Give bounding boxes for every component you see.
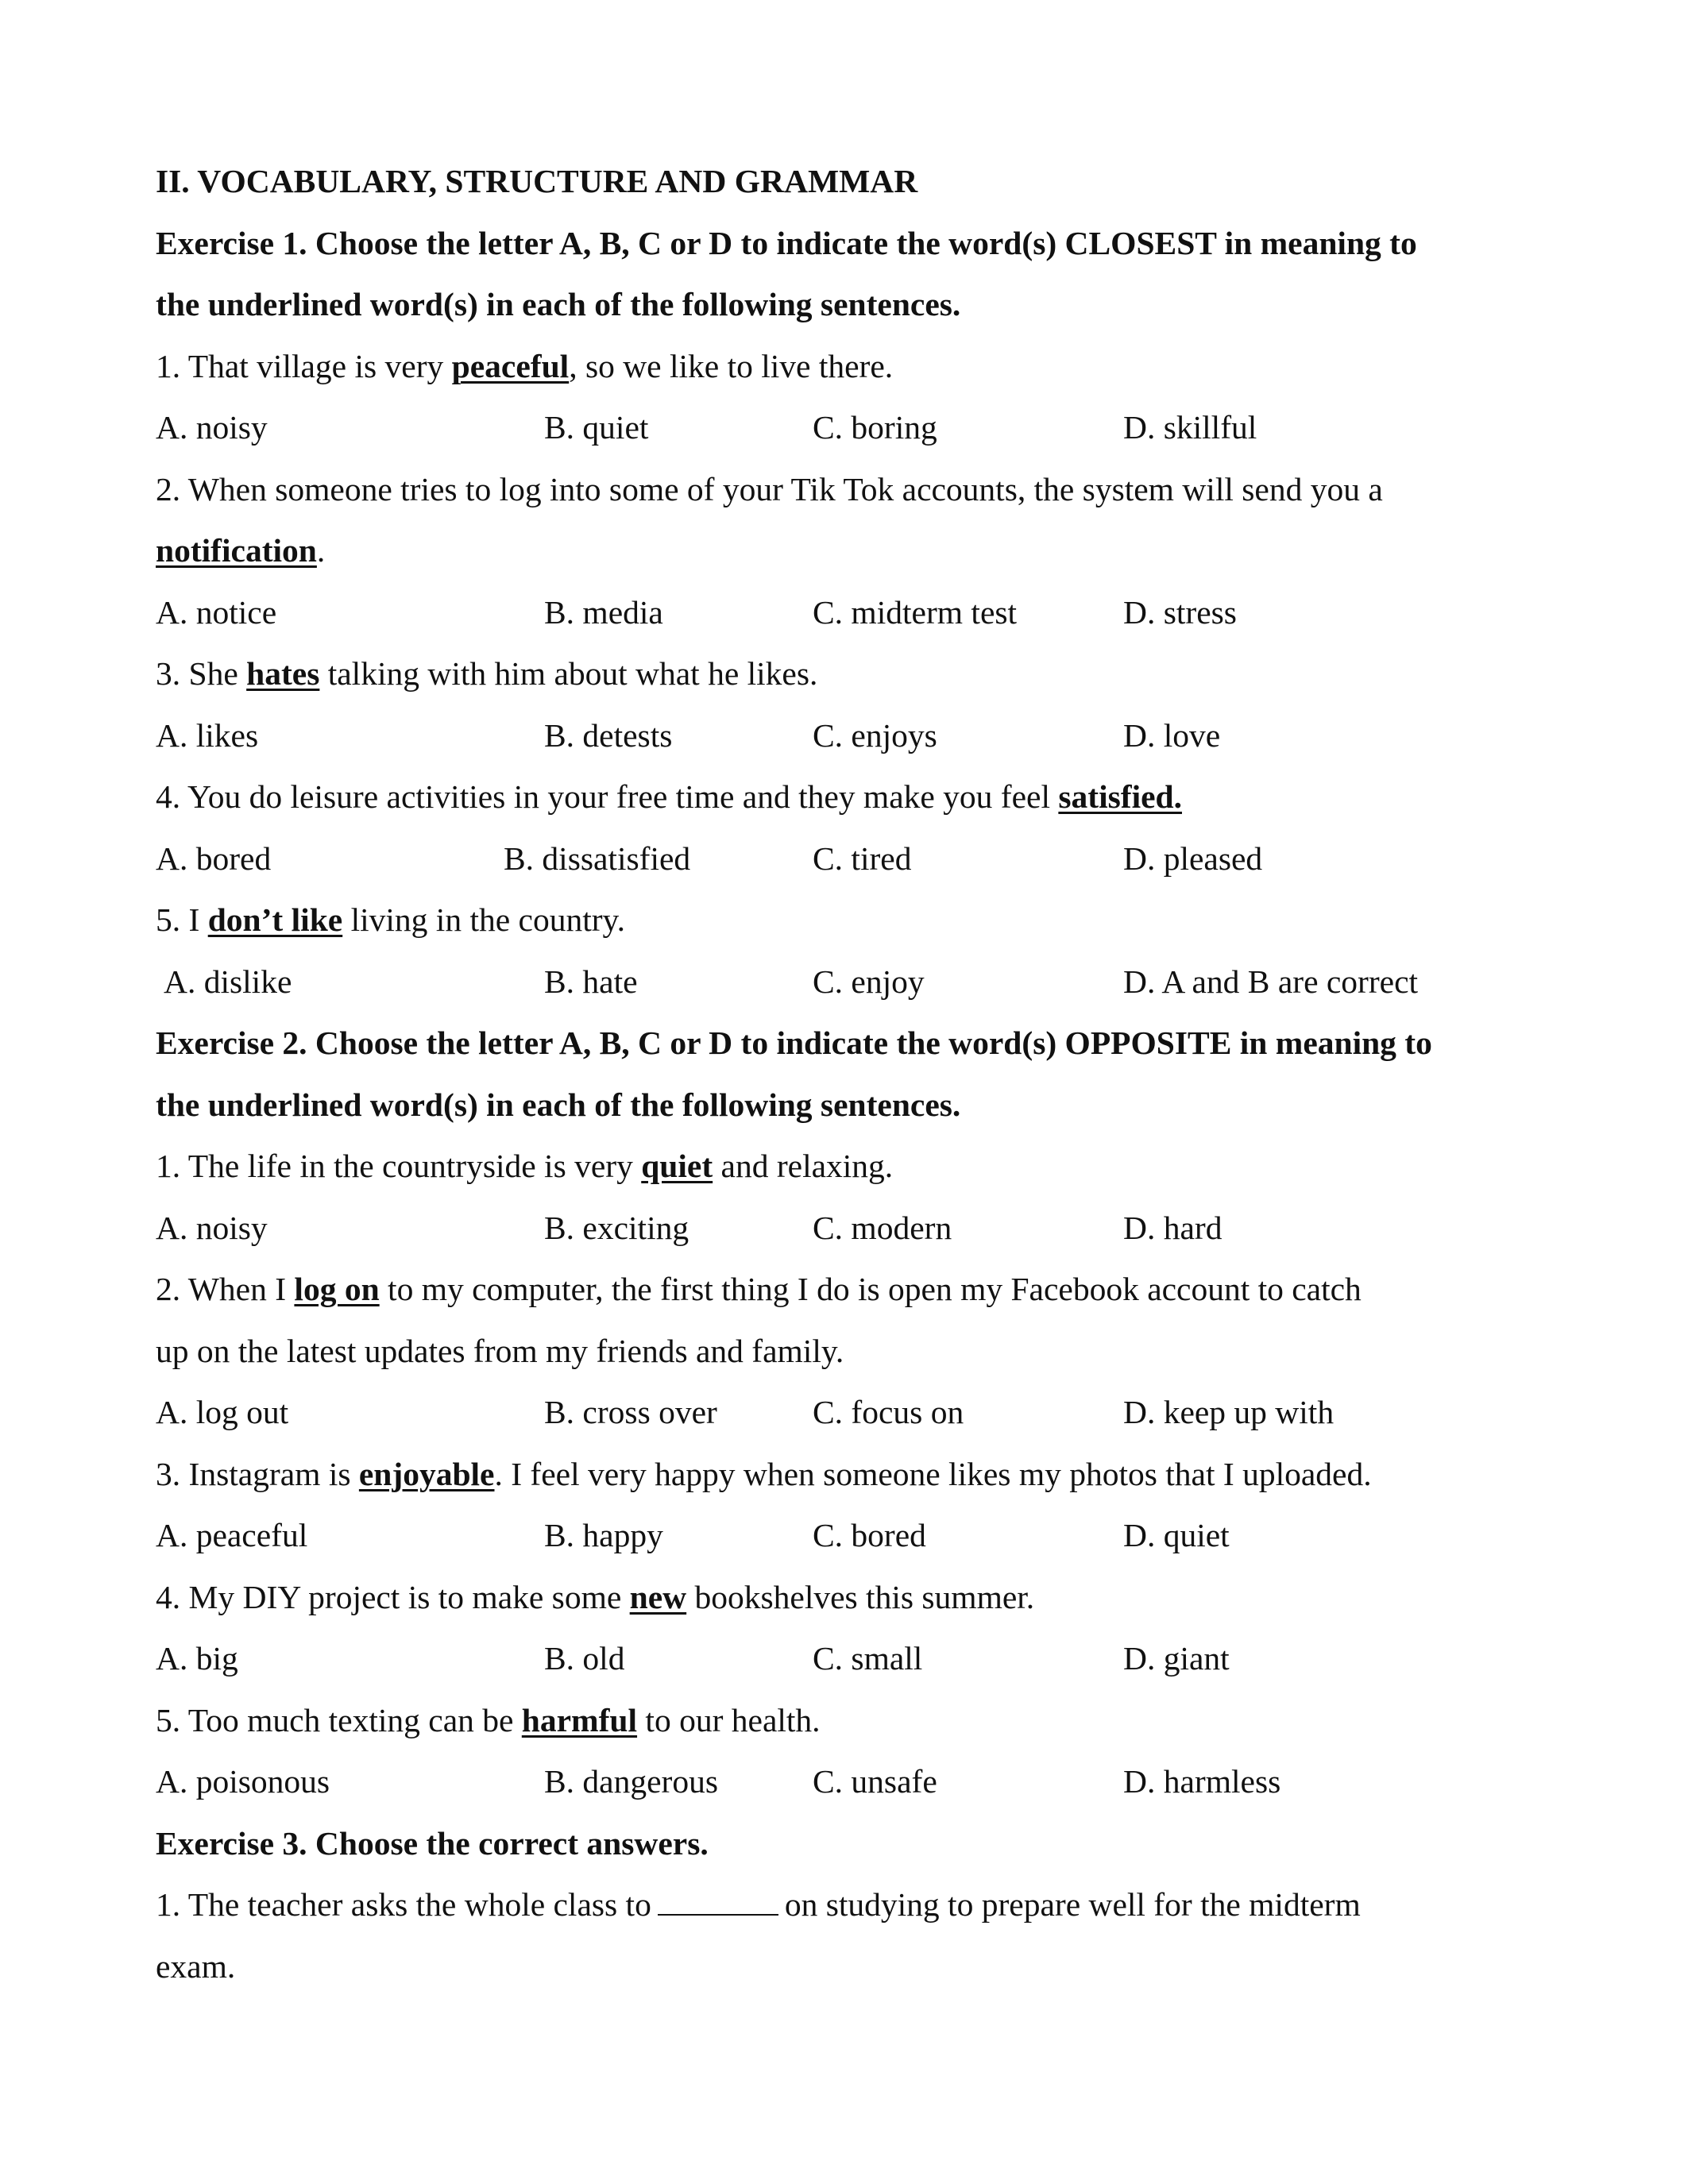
ex2-question-2-line2: up on the latest updates from my friends and family.	[156, 1332, 844, 1369]
option-b[interactable]: B. dangerous	[544, 1763, 718, 1800]
option-d[interactable]: D. stress	[1123, 593, 1237, 631]
option-b[interactable]: B. detests	[544, 716, 673, 754]
option-d[interactable]: D. love	[1123, 716, 1221, 754]
option-a[interactable]: A. notice	[156, 593, 277, 631]
exercise1-instruction-line1: Exercise 1. Choose the letter A, B, C or D to indicate the word(s) CLOSEST in meaning to	[156, 224, 1417, 261]
option-a[interactable]: A. dislike	[164, 963, 292, 1000]
underlined-word: enjoyable	[358, 1455, 495, 1492]
question-text: , so we like to live there.	[569, 347, 894, 384]
question-text: to my computer, the first thing I do is open my Facebook account to catch	[379, 1271, 1362, 1307]
option-c[interactable]: C. boring	[813, 409, 937, 446]
question-text: talking with him about what he likes.	[319, 655, 818, 692]
underlined-word: notification	[156, 532, 317, 569]
ex1-question-5	[156, 889, 1554, 951]
underlined-word: quiet	[641, 1148, 713, 1184]
ex3-question-1-line1	[156, 1874, 1554, 1936]
underlined-word: don’t like	[207, 901, 343, 938]
ex1-q5-options	[156, 951, 1554, 1013]
question-text: .	[316, 532, 326, 569]
question-text: and relaxing.	[713, 1148, 894, 1184]
exercise1-instruction-line2: the underlined word(s) in each of the following sentences.	[156, 286, 961, 322]
question-text: to our health.	[637, 1701, 821, 1738]
ex1-q4-options	[156, 828, 1554, 890]
ex1-question-3	[156, 643, 1554, 705]
option-c[interactable]: C. modern	[813, 1209, 952, 1246]
option-b[interactable]: B. happy	[544, 1517, 663, 1553]
option-a[interactable]: A. poisonous	[156, 1763, 330, 1800]
ex1-question-1	[156, 336, 1554, 398]
ex2-question-5	[156, 1690, 1554, 1752]
question-text: 4. You do leisure activities in your free time and they make you feel	[156, 778, 1059, 815]
option-d[interactable]: D. keep up with	[1123, 1394, 1335, 1430]
option-d[interactable]: D. hard	[1123, 1209, 1223, 1246]
question-text: 4. My DIY project is to make some	[156, 1578, 630, 1615]
option-a[interactable]: A. big	[156, 1640, 238, 1677]
exercise2-instruction-line1: Exercise 2. Choose the letter A, B, C or D to indicate the word(s) OPPOSITE in meaning to	[156, 1024, 1432, 1061]
ex1-question-2-line1: 2. When someone tries to log into some of your Tik Tok accounts, the system will send you a	[156, 470, 1383, 507]
option-c[interactable]: C. focus on	[813, 1394, 964, 1430]
ex2-question-4	[156, 1567, 1554, 1629]
question-text: 1. That village is very	[156, 347, 452, 384]
option-c[interactable]: C. enjoys	[813, 716, 937, 754]
question-text: 3. Instagram is	[156, 1455, 359, 1492]
option-c[interactable]: C. unsafe	[813, 1763, 937, 1800]
ex2-question-3	[156, 1444, 1554, 1506]
underlined-word: harmful	[521, 1701, 638, 1738]
ex2-question-1	[156, 1136, 1554, 1198]
question-text: living in the country.	[342, 901, 625, 938]
option-b[interactable]: B. cross over	[544, 1394, 717, 1430]
exercise2-instruction-line2: the underlined word(s) in each of the following sentences.	[156, 1086, 961, 1123]
option-a[interactable]: A. likes	[156, 716, 259, 754]
ex2-q2-options	[156, 1382, 1554, 1444]
option-d[interactable]: D. skillful	[1123, 409, 1257, 446]
option-b[interactable]: B. hate	[544, 963, 638, 1000]
underlined-word: new	[629, 1578, 687, 1615]
option-d[interactable]: D. giant	[1123, 1640, 1230, 1677]
option-c[interactable]: C. midterm test	[813, 593, 1018, 631]
option-b[interactable]: B. old	[544, 1640, 625, 1677]
option-a[interactable]: A. noisy	[156, 1209, 268, 1246]
question-text: . I feel very happy when someone likes my photos that I uploaded.	[494, 1455, 1372, 1492]
ex2-q4-options	[156, 1628, 1554, 1690]
option-c[interactable]: C. enjoy	[813, 963, 925, 1000]
option-a[interactable]: A. bored	[156, 839, 272, 877]
option-c[interactable]: C. bored	[813, 1517, 926, 1553]
ex1-q2-options	[156, 582, 1554, 644]
ex1-question-2-line2	[156, 520, 1554, 582]
ex2-question-2-line1	[156, 1259, 1554, 1321]
ex2-q5-options	[156, 1751, 1554, 1813]
underlined-word: satisfied.	[1058, 778, 1182, 815]
option-d[interactable]: D. A and B are correct	[1123, 963, 1419, 1000]
option-b[interactable]: B. media	[544, 593, 663, 631]
option-d[interactable]: D. harmless	[1123, 1763, 1281, 1800]
option-b[interactable]: B. dissatisfied	[504, 839, 691, 877]
exercise3-instruction: Exercise 3. Choose the correct answers.	[156, 1824, 709, 1862]
option-b[interactable]: B. exciting	[544, 1209, 689, 1246]
underlined-word: log on	[294, 1271, 380, 1307]
option-a[interactable]: A. noisy	[156, 409, 268, 446]
ex3-question-1-line2: exam.	[156, 1947, 236, 1985]
question-text: bookshelves this summer.	[686, 1578, 1035, 1615]
underlined-word: hates	[246, 655, 320, 692]
worksheet-page	[156, 151, 1554, 1997]
question-text: on studying to prepare well for the midterm	[784, 1886, 1361, 1923]
ex2-q1-options	[156, 1198, 1554, 1260]
option-d[interactable]: D. pleased	[1123, 839, 1263, 877]
section-title: II. VOCABULARY, STRUCTURE AND GRAMMAR	[156, 163, 918, 199]
ex1-question-4	[156, 766, 1554, 828]
answer-blank[interactable]	[658, 1881, 778, 1916]
question-text: 5. I	[156, 901, 208, 938]
option-b[interactable]: B. quiet	[544, 409, 649, 446]
ex2-q3-options	[156, 1505, 1554, 1567]
question-text: 3. She	[156, 655, 247, 692]
option-c[interactable]: C. tired	[813, 839, 912, 877]
option-d[interactable]: D. quiet	[1123, 1517, 1230, 1553]
option-a[interactable]: A. peaceful	[156, 1517, 308, 1553]
question-text: 2. When I	[156, 1271, 295, 1307]
underlined-word: peaceful	[451, 347, 570, 384]
ex1-q3-options	[156, 705, 1554, 767]
question-text: 5. Too much texting can be	[156, 1701, 522, 1738]
option-a[interactable]: A. log out	[156, 1394, 289, 1430]
question-text: 1. The teacher asks the whole class to	[156, 1886, 651, 1923]
ex1-q1-options	[156, 397, 1554, 459]
question-text: 1. The life in the countryside is very	[156, 1148, 642, 1184]
option-c[interactable]: C. small	[813, 1640, 923, 1677]
